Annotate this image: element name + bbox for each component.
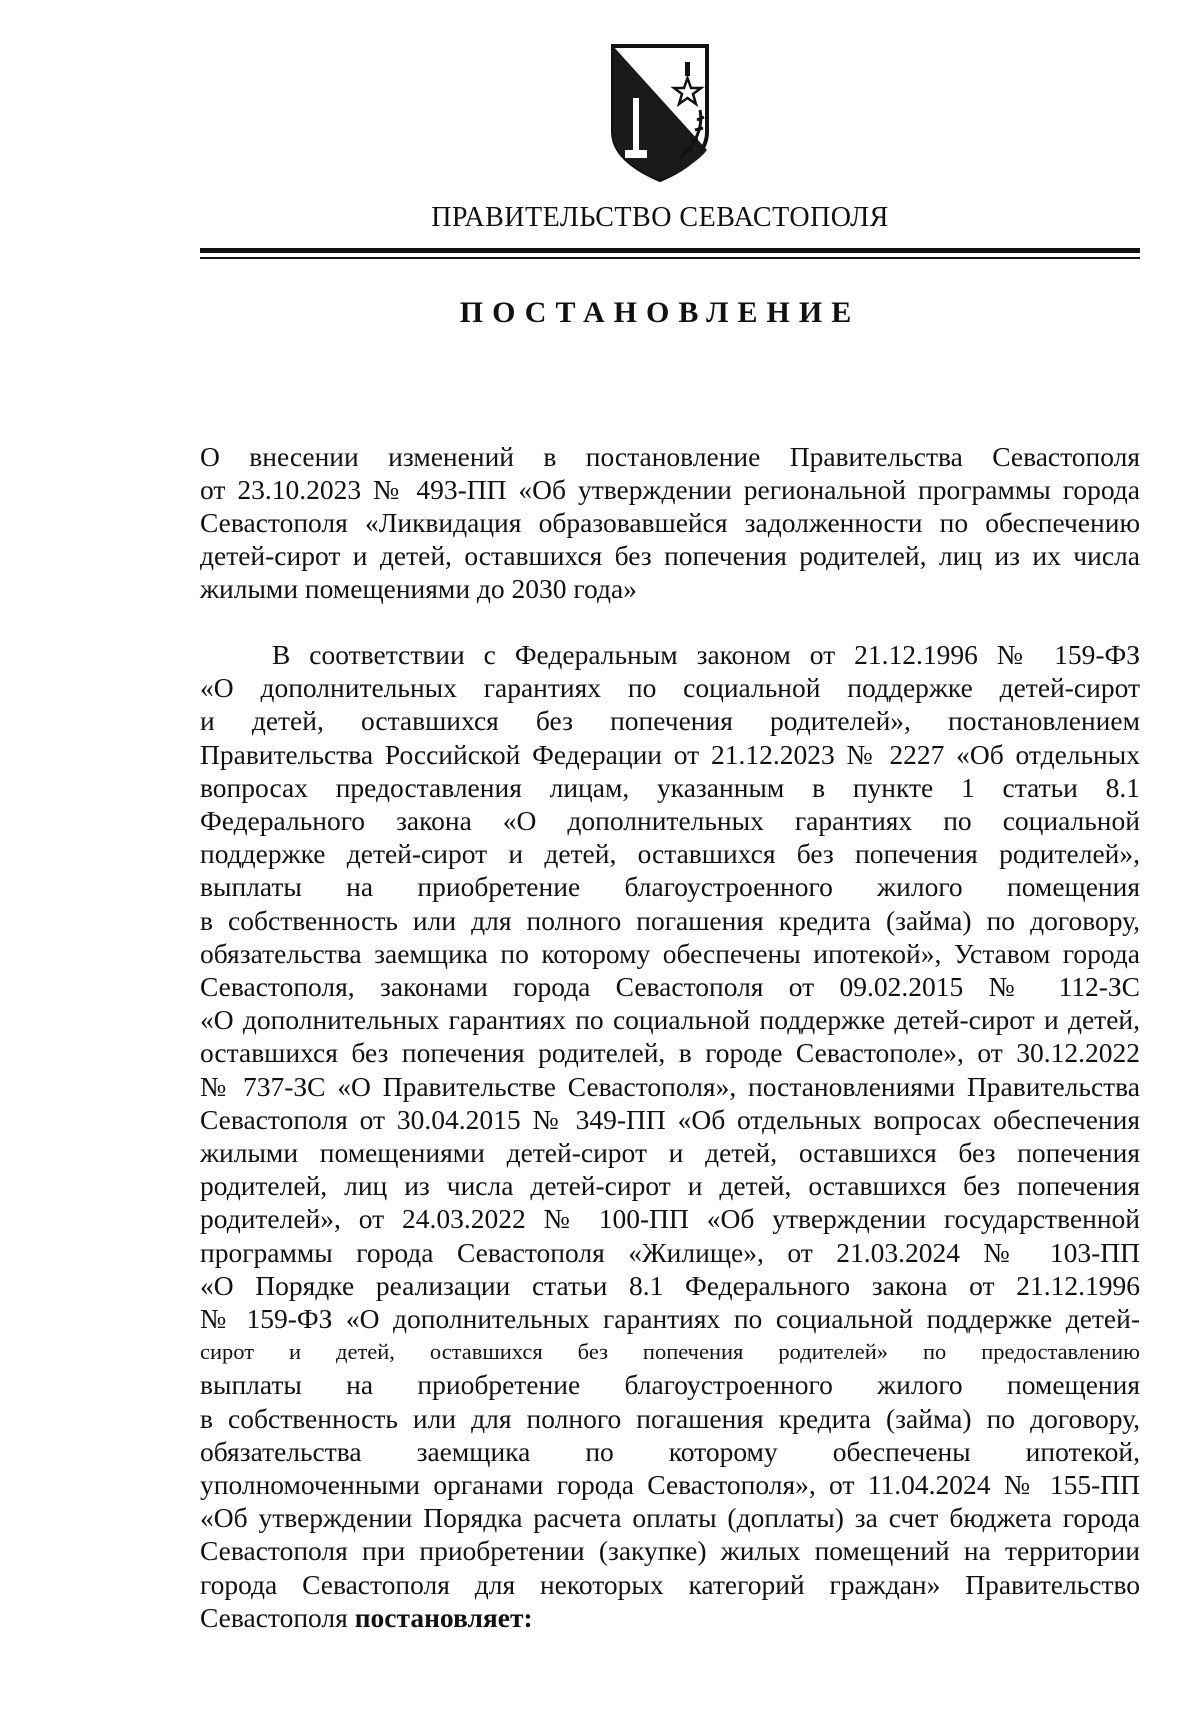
body-line: оставшихся без попечения родителей, в городе Севастополе», от 30.12.2022 <box>200 1037 1140 1069</box>
subject-line: Севастополя «Ликвидация образовавшейся задолженности по обеспечению <box>200 507 1140 538</box>
body-line: в собственность или для полного погашения кредита (займа) по договору, <box>200 1402 1140 1434</box>
subject-line: О внесении изменений в постановление Правительства Севастополя <box>200 441 1140 472</box>
body-line: и детей, оставшихся без попечения родителей», постановлением <box>200 705 1140 737</box>
body-line: обязательства заемщика по которому обеспечены ипотекой», Уставом города <box>200 937 1140 969</box>
body-line: Федерального закона «О дополнительных гарантиях по социальной <box>200 805 1140 837</box>
document-subject <box>200 440 1140 605</box>
body-line: «О дополнительных гарантиях по социальной поддержке детей-сирот <box>200 672 1140 704</box>
document-body <box>200 638 1140 1634</box>
body-line: «Об утверждении Порядка расчета оплаты (доплаты) за счет бюджета города <box>200 1502 1140 1534</box>
body-closing-line <box>200 1601 1140 1634</box>
header-rule-thin <box>200 257 1140 259</box>
issuing-authority: ПРАВИТЕЛЬСТВО СЕВАСТОПОЛЯ <box>431 202 889 233</box>
body-line: Правительства Российской Федерации от 21.12.2023 № 2227 «Об отдельных <box>200 738 1140 770</box>
closing-prefix: Севастополя <box>200 1601 355 1633</box>
body-line: В соответствии с Федеральным законом от 21.12.1996 № 159-ФЗ <box>272 639 1140 670</box>
body-line: в собственность или для полного погашения кредита (займа) по договору, <box>200 904 1140 936</box>
body-line: сирот и детей, оставшихся без попечения родителей» по предоставлению <box>200 1339 1140 1365</box>
decision-word: постановляет: <box>354 1601 533 1633</box>
body-line: № 159-ФЗ «О дополнительных гарантиях по социальной поддержке детей- <box>200 1303 1140 1335</box>
body-line: поддержке детей-сирот и детей, оставшихся без попечения родителей», <box>200 838 1140 870</box>
body-line: № 737-ЗС «О Правительстве Севастополя», постановлениями Правительства <box>200 1070 1140 1102</box>
subject-line: детей-сирот и детей, оставшихся без попечения родителей, лиц из их числа <box>200 540 1140 571</box>
body-line: программы города Севастополя «Жилище», от 21.03.2024 № 103-ПП <box>200 1236 1140 1268</box>
body-line: родителей», от 24.03.2022 № 100-ПП «Об утверждении государственной <box>200 1203 1140 1235</box>
sevastopol-coat-of-arms-icon <box>605 40 715 190</box>
body-line: «О дополнительных гарантиях по социальной поддержке детей-сирот и детей, <box>200 1004 1140 1036</box>
header-rule-thick <box>200 248 1140 253</box>
body-line: выплаты на приобретение благоустроенного жилого помещения <box>200 1369 1140 1401</box>
body-line: вопросах предоставления лицам, указанным в пункте 1 статьи 8.1 <box>200 771 1140 803</box>
subject-line: от 23.10.2023 № 493-ПП «Об утверждении региональной программы города <box>200 474 1140 505</box>
body-line: «О Порядке реализации статьи 8.1 Федерального закона от 21.12.1996 <box>200 1269 1140 1301</box>
body-line: обязательства заемщика по которому обеспечены ипотекой, <box>200 1435 1140 1467</box>
document-type-title: ПОСТАНОВЛЕНИЕ <box>459 296 861 329</box>
body-line: Севастополя, законами города Севастополя от 09.02.2015 № 112-ЗС <box>200 971 1140 1003</box>
body-line: Севастополя при приобретении (закупке) жилых помещений на территории <box>200 1535 1140 1567</box>
body-line: родителей, лиц из числа детей-сирот и детей, оставшихся без попечения <box>200 1170 1140 1202</box>
body-line: выплаты на приобретение благоустроенного жилого помещения <box>200 871 1140 903</box>
body-line: города Севастополя для некоторых категорий граждан» Правительство <box>200 1568 1140 1600</box>
body-line: Севастополя от 30.04.2015 № 349-ПП «Об отдельных вопросах обеспечения <box>200 1103 1140 1135</box>
subject-line: жилыми помещениями до 2030 года» <box>200 573 637 604</box>
body-line: жилыми помещениями детей-сирот и детей, оставшихся без попечения <box>200 1137 1140 1169</box>
body-line: уполномоченными органами города Севастополя», от 11.04.2024 № 155-ПП <box>200 1469 1140 1501</box>
